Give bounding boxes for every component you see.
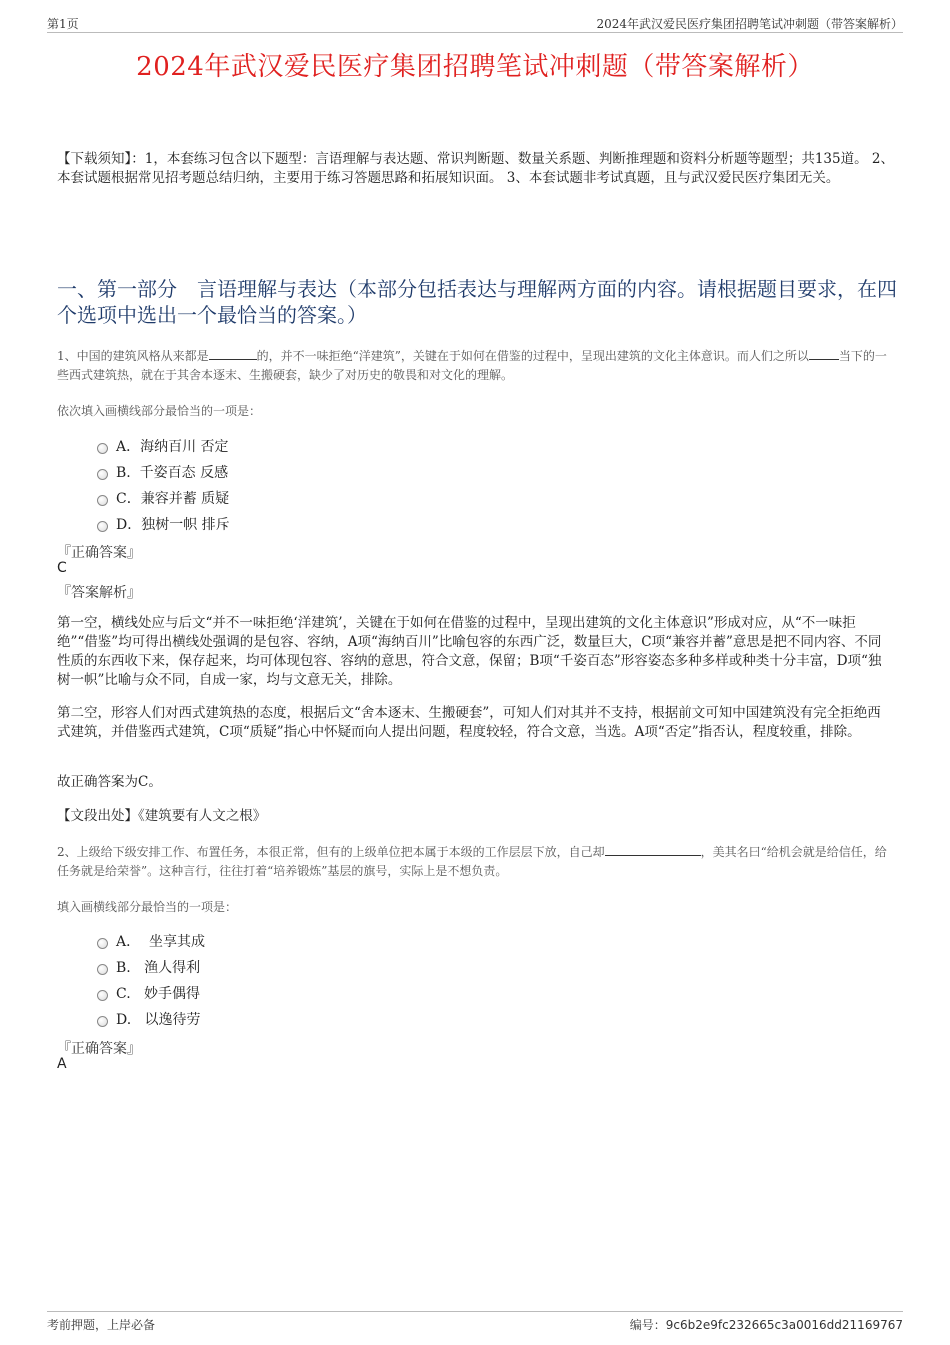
option-c[interactable]: C. 妙手偶得 <box>97 980 205 1006</box>
header-doc-title: 2024年武汉爱民医疗集团招聘笔试冲刺题（带答案解析） <box>596 17 903 31</box>
correct-answer: A <box>57 1056 67 1072</box>
radio-icon[interactable] <box>97 964 108 975</box>
fill-blank <box>209 347 257 360</box>
section-title: 一、第一部分 言语理解与表达（本部分包括表达与理解两方面的内容。请根据题目要求，在四个选项中选出一个最恰当的答案。） <box>57 277 897 327</box>
question-2-options <box>97 928 205 1032</box>
page-number: 第1页 <box>47 17 79 31</box>
question-1-prompt: 依次填入画横线部分最恰当的一项是： <box>57 404 262 418</box>
option-d[interactable]: D. 以逸待劳 <box>97 1006 205 1032</box>
correct-answer: C <box>57 560 67 576</box>
question-2-text <box>57 843 897 881</box>
question-2-text-part-a: 2、上级给下级安排工作、布置任务，本很正常，但有的上级单位把本属于本级的工作层层下放，自己却 <box>57 845 605 859</box>
source-citation: 【文段出处】《建筑要有人文之根》 <box>57 808 267 824</box>
page-header <box>47 12 903 33</box>
radio-icon[interactable] <box>97 521 108 532</box>
document-code-value: 9c6b2e9fc232665c3a0016dd21169767 <box>665 1318 903 1332</box>
document-code-label: 编号： <box>629 1318 666 1332</box>
correct-answer-label: 『正确答案』 <box>57 1041 141 1057</box>
question-1-text-part-c: 当下的一些西式建筑热，就在于其舍本逐末、生搬硬套，缺少了对历史的敬畏和对文化的理解。 <box>57 349 887 382</box>
option-b[interactable]: B. 千姿百态 反感 <box>97 459 230 485</box>
download-notice: 【下载须知】：1，本套练习包含以下题型：言语理解与表达题、常识判断题、数量关系题、判断推理题和资料分析题等题型；共135道。 2、本套试题根据常见招考题总结归纳，主要用于练习答题思路和拓展知识面。 3、本套试题非考试真题，且与武汉爱民医疗集团无关。 <box>57 151 894 186</box>
analysis-label: 『答案解析』 <box>57 585 141 601</box>
option-b[interactable]: B. 渔人得利 <box>97 954 205 980</box>
radio-icon[interactable] <box>97 938 108 949</box>
option-a[interactable]: A． 坐享其成 <box>97 928 205 954</box>
radio-icon[interactable] <box>97 495 108 506</box>
correct-answer-label: 『正确答案』 <box>57 545 141 561</box>
fill-blank <box>809 347 839 360</box>
radio-icon[interactable] <box>97 469 108 480</box>
option-a[interactable]: A．海纳百川 否定 <box>97 433 230 459</box>
question-1-options <box>97 433 230 537</box>
analysis-paragraph-2: 第二空，形容人们对西式建筑热的态度，根据后文“舍本逐末、生搬硬套”，可知人们对其并不支持，根据前文可知中国建筑没有完全拒绝西式建筑，并借鉴西式建筑，C项“质疑”指心中怀疑而向人提出问题，程度较轻，符合文意，当选。A项“否定”指否认，程度较重，排除。 <box>57 705 881 740</box>
option-c[interactable]: C．兼容并蓄 质疑 <box>97 485 230 511</box>
analysis-conclusion: 故正确答案为C。 <box>57 774 162 790</box>
radio-icon[interactable] <box>97 990 108 1001</box>
document-code <box>630 1316 903 1333</box>
option-d[interactable]: D．独树一帜 排斥 <box>97 511 230 537</box>
question-1-text-part-b: 的，并不一味拒绝“洋建筑”，关键在于如何在借鉴的过程中，呈现出建筑的文化主体意识。而人们之所以 <box>256 349 809 363</box>
question-2-text-part-b: ，美其名曰“给机会就是给信任，给任务就是给荣誉”。这种言行，往往打着“培养锻炼”基层的旗号，实际上是不想负责。 <box>57 845 887 878</box>
question-1-text <box>57 347 897 385</box>
footer-slogan: 考前押题，上岸必备 <box>47 1318 156 1332</box>
page-footer <box>47 1311 903 1334</box>
radio-icon[interactable] <box>97 443 108 454</box>
question-1-text-part-a: 1、中国的建筑风格从来都是 <box>57 349 209 363</box>
fill-blank <box>605 843 701 856</box>
analysis-paragraph-1: 第一空，横线处应与后文“并不一味拒绝‘洋建筑’，关键在于如何在借鉴的过程中，呈现出建筑的文化主体意识”形成对应，从“不一味拒绝”“借鉴”均可得出横线处强调的是包容、容纳，A项“海纳百川”比喻包容的东西广泛，数量巨大，C项“兼容并蓄”意思是把不同内容、不同性质的东西收下来，保存起来，均可体现包容、容纳的意思，符合文意，保留；B项“千姿百态”形容姿态多种多样或种类十分丰富，D项“独树一帜”比喻与众不同，自成一家，均与文意无关，排除。 <box>57 615 882 688</box>
question-2-prompt: 填入画横线部分最恰当的一项是： <box>57 900 238 914</box>
radio-icon[interactable] <box>97 1016 108 1027</box>
document-title: 2024年武汉爱民医疗集团招聘笔试冲刺题（带答案解析） <box>136 52 814 82</box>
